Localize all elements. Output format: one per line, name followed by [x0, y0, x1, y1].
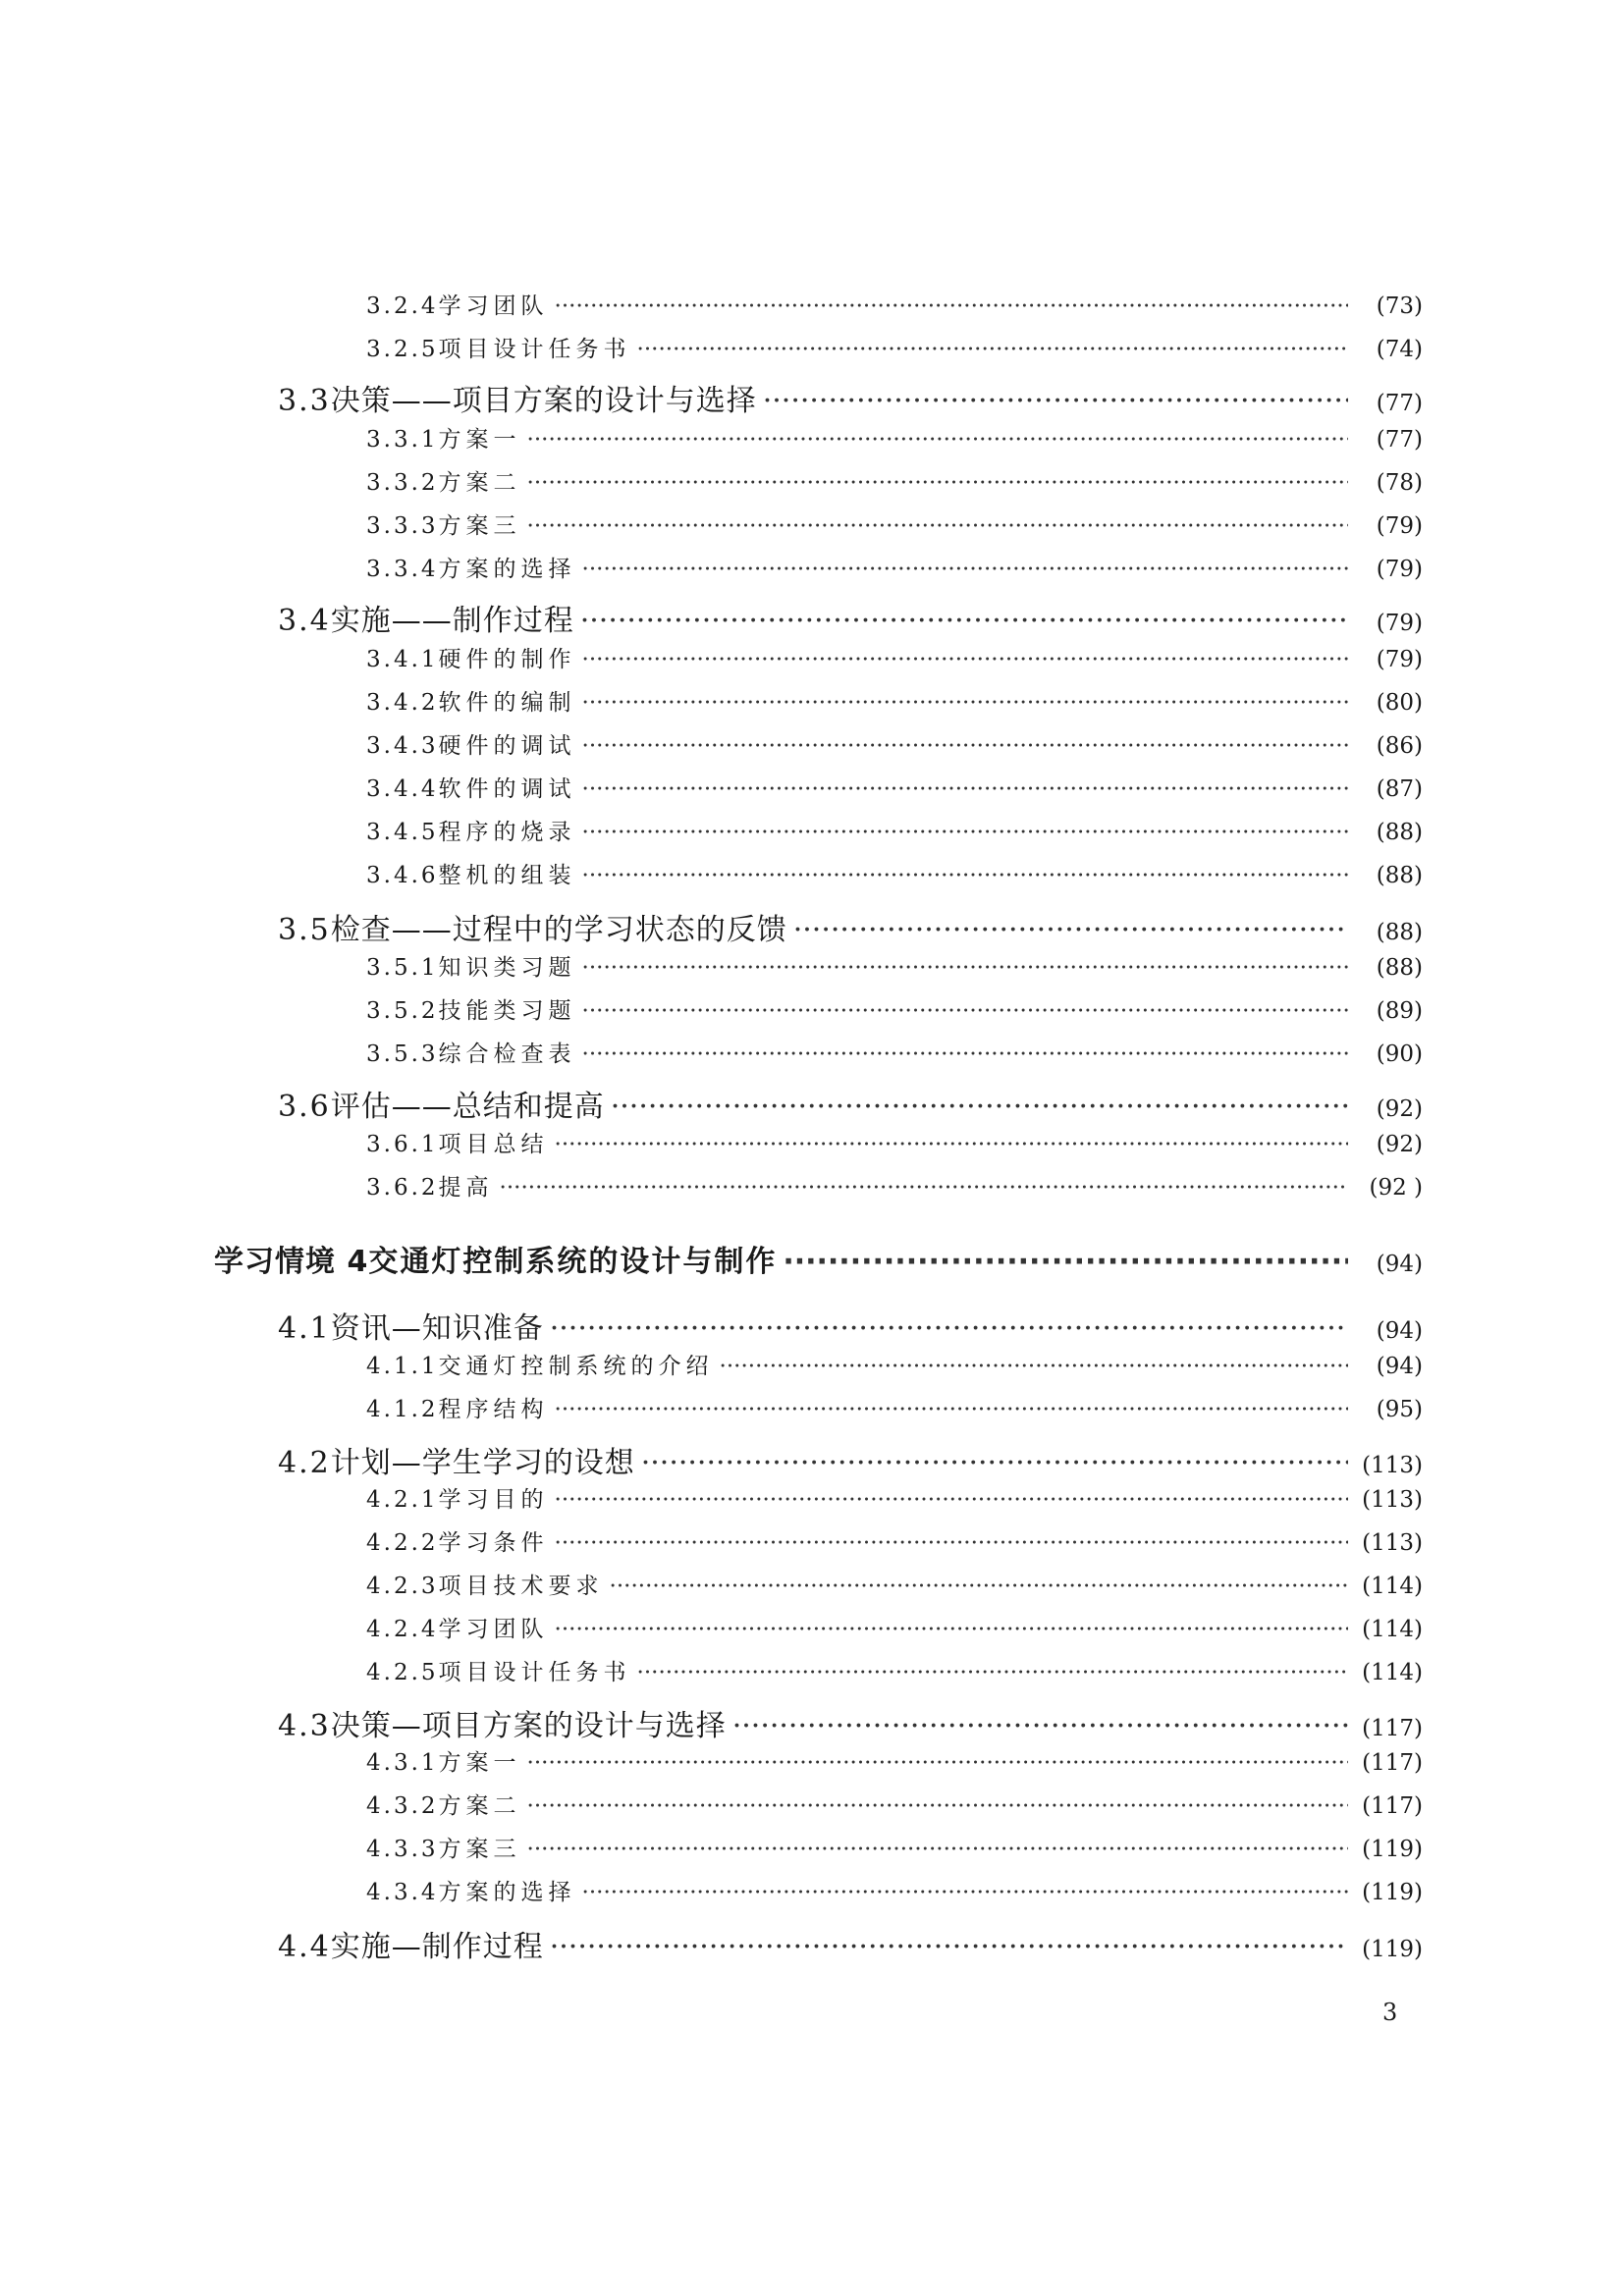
toc-entry-page: (114) — [1362, 1574, 1423, 1599]
toc-entry-title: 计划—学生学习的设想 — [330, 1446, 635, 1480]
toc-entry-title: 交通灯控制系统的设计与制作 — [368, 1245, 778, 1279]
toc-entry-title: 资讯—知识准备 — [330, 1311, 544, 1346]
toc-entry-page: (77) — [1376, 391, 1423, 416]
toc-entry-title: 学习条件 — [438, 1530, 549, 1556]
toc-entry-number: 3.5 — [278, 913, 331, 947]
dot-leader — [763, 384, 1348, 418]
toc-entry-title: 硬件的制作 — [438, 647, 576, 672]
toc-entry-title: 学习团队 — [438, 1617, 549, 1642]
toc-entry-number: 4.2 — [278, 1446, 331, 1480]
toc-entry-number: 3.4.5 — [366, 820, 439, 845]
toc-entry-title: 方案二 — [438, 470, 521, 496]
toc-entry-page: (78) — [1376, 470, 1423, 496]
toc-subsection — [0, 1126, 1623, 1158]
toc-entry-title: 实施——制作过程 — [330, 604, 574, 638]
toc-entry-page: (94) — [1376, 1354, 1423, 1379]
dot-leader — [555, 294, 1348, 319]
toc-entry-title: 评估——总结和提高 — [330, 1090, 605, 1124]
dot-leader — [637, 337, 1348, 362]
toc-entry-page: (79) — [1376, 513, 1423, 539]
toc-entry-number: 4.3 — [278, 1709, 331, 1743]
toc-entry-number: 3.4.3 — [366, 733, 439, 759]
toc-entry-page: (86) — [1376, 733, 1423, 759]
toc-subsection — [0, 1391, 1623, 1423]
toc-entry-page: (87) — [1376, 776, 1423, 802]
toc-entry-title: 软件的编制 — [438, 690, 576, 716]
toc-subsection — [0, 1036, 1623, 1068]
toc-subsection — [0, 1348, 1623, 1380]
toc-entry-page: (74) — [1376, 337, 1423, 362]
toc-entry-title: 交通灯控制系统的介绍 — [438, 1354, 714, 1379]
toc-entry-title: 决策—项目方案的设计与选择 — [330, 1709, 727, 1743]
toc-entry-page: (94) — [1376, 1318, 1423, 1344]
dot-leader — [611, 1090, 1348, 1124]
toc-subsection — [0, 421, 1623, 454]
toc-entry-title: 方案的选择 — [438, 1880, 576, 1905]
toc-entry-page: (92) — [1376, 1132, 1423, 1157]
toc-entry-page: (89) — [1376, 998, 1423, 1024]
dot-leader — [610, 1574, 1348, 1599]
dot-leader — [555, 1530, 1348, 1556]
toc-entry-number: 3.3.1 — [366, 427, 439, 453]
toc-entry-number: 4.3.3 — [366, 1837, 439, 1862]
toc-entry-page: (79) — [1376, 611, 1423, 636]
toc-entry-number: 3.3.3 — [366, 513, 439, 539]
dot-leader — [582, 820, 1348, 845]
toc-section — [0, 596, 1623, 639]
toc-subsection — [0, 992, 1623, 1025]
toc-section — [0, 1438, 1623, 1481]
toc-entry-title: 知识类习题 — [438, 955, 576, 981]
toc-entry-title: 方案一 — [438, 1750, 521, 1776]
dot-leader — [582, 690, 1348, 716]
toc-entry-title: 学习目的 — [438, 1487, 549, 1513]
toc-subsection — [0, 641, 1623, 673]
toc-entry-page: (119) — [1362, 1837, 1423, 1862]
dot-leader — [582, 776, 1348, 802]
toc-entry-page: (92 ) — [1369, 1175, 1423, 1201]
toc-subsection — [0, 1524, 1623, 1557]
toc-entry-number: 学习情境 4 — [214, 1245, 369, 1279]
dot-leader — [732, 1709, 1348, 1743]
dot-leader — [580, 604, 1348, 638]
toc-entry-title: 方案三 — [438, 513, 521, 539]
toc-entry-page: (113) — [1362, 1487, 1423, 1513]
toc-entry-page: (79) — [1376, 647, 1423, 672]
toc-entry-number: 3.3 — [278, 384, 331, 418]
dot-leader — [527, 470, 1348, 496]
toc-entry-number: 3.2.4 — [366, 294, 439, 319]
dot-leader — [555, 1132, 1348, 1157]
toc-entry-title: 硬件的调试 — [438, 733, 576, 759]
toc-entry-title: 检查——过程中的学习状态的反馈 — [330, 913, 787, 947]
toc-entry-title: 项目技术要求 — [438, 1574, 604, 1599]
toc-entry-title: 方案一 — [438, 427, 521, 453]
toc-subsection — [0, 949, 1623, 982]
toc-entry-title: 整机的组装 — [438, 863, 576, 888]
dot-leader — [720, 1354, 1348, 1379]
dot-leader — [582, 863, 1348, 888]
toc-entry-title: 方案三 — [438, 1837, 521, 1862]
toc-entry-page: (113) — [1362, 1453, 1423, 1478]
toc-subsection — [0, 684, 1623, 717]
dot-leader — [582, 733, 1348, 759]
toc-subsection — [0, 1568, 1623, 1600]
toc-section — [0, 376, 1623, 419]
toc-entry-number: 3.4.4 — [366, 776, 439, 802]
toc-subsection — [0, 464, 1623, 497]
toc-section — [0, 1701, 1623, 1744]
toc-entry-number: 3.5.1 — [366, 955, 439, 981]
toc-chapter — [0, 1237, 1623, 1280]
toc-subsection — [0, 1744, 1623, 1777]
dot-leader — [637, 1660, 1348, 1685]
dot-leader — [527, 427, 1348, 453]
toc-entry-number: 3.6.1 — [366, 1132, 439, 1157]
toc-entry-page: (119) — [1362, 1937, 1423, 1962]
toc-subsection — [0, 1831, 1623, 1863]
dot-leader — [582, 647, 1348, 672]
toc-entry-title: 综合检查表 — [438, 1041, 576, 1067]
toc-entry-number: 3.3.2 — [366, 470, 439, 496]
toc-entry-page: (117) — [1362, 1750, 1423, 1776]
toc-subsection — [0, 1874, 1623, 1906]
toc-subsection — [0, 814, 1623, 846]
toc-entry-page: (80) — [1376, 690, 1423, 716]
dot-leader — [783, 1245, 1348, 1279]
toc-entry-title: 方案的选择 — [438, 557, 576, 582]
toc-entry-page: (114) — [1362, 1660, 1423, 1685]
toc-entry-number: 4.1.1 — [366, 1354, 439, 1379]
toc-entry-page: (73) — [1376, 294, 1423, 319]
toc-entry-number: 3.6 — [278, 1090, 331, 1124]
toc-entry-page: (119) — [1362, 1880, 1423, 1905]
toc-entry-title: 方案二 — [438, 1793, 521, 1819]
toc-entry-page: (117) — [1362, 1793, 1423, 1819]
toc-section — [0, 1082, 1623, 1125]
toc-entry-number: 3.3.4 — [366, 557, 439, 582]
dot-leader — [582, 557, 1348, 582]
toc-entry-number: 4.4 — [278, 1930, 331, 1964]
toc-subsection — [0, 1654, 1623, 1686]
toc-entry-page: (114) — [1362, 1617, 1423, 1642]
toc-entry-number: 4.3.4 — [366, 1880, 439, 1905]
toc-entry-number: 4.2.3 — [366, 1574, 439, 1599]
toc-entry-page: (117) — [1362, 1716, 1423, 1741]
toc-entry-number: 4.3.2 — [366, 1793, 439, 1819]
toc-section — [0, 1922, 1623, 1965]
toc-entry-number: 3.4.1 — [366, 647, 439, 672]
dot-leader — [555, 1617, 1348, 1642]
dot-leader — [527, 1837, 1348, 1862]
toc-subsection — [0, 1611, 1623, 1643]
dot-leader — [527, 1750, 1348, 1776]
dot-leader — [641, 1446, 1348, 1480]
toc-entry-page: (88) — [1376, 955, 1423, 981]
toc-subsection — [0, 1169, 1623, 1201]
toc-entry-number: 4.3.1 — [366, 1750, 439, 1776]
dot-leader — [550, 1311, 1348, 1346]
toc-entry-page: (90) — [1376, 1041, 1423, 1067]
toc-entry-page: (88) — [1376, 863, 1423, 888]
toc-entry-title: 学习团队 — [438, 294, 549, 319]
toc-entry-number: 4.1 — [278, 1311, 331, 1346]
toc-entry-number: 3.4.2 — [366, 690, 439, 716]
toc-entry-title: 程序的烧录 — [438, 820, 576, 845]
toc-entry-number: 4.1.2 — [366, 1397, 439, 1422]
toc-subsection — [0, 1788, 1623, 1820]
toc-entry-number: 3.6.2 — [366, 1175, 439, 1201]
dot-leader — [555, 1397, 1348, 1422]
toc-entry-number: 3.2.5 — [366, 337, 439, 362]
dot-leader — [527, 513, 1348, 539]
page-number: 3 — [1382, 1999, 1398, 2026]
toc-subsection — [0, 331, 1623, 363]
toc-entry-number: 3.4.6 — [366, 863, 439, 888]
toc-section — [0, 905, 1623, 948]
toc-entry-page: (95) — [1376, 1397, 1423, 1422]
toc-section — [0, 1304, 1623, 1347]
toc-entry-number: 4.2.1 — [366, 1487, 439, 1513]
toc-subsection — [0, 1481, 1623, 1514]
toc-entry-title: 项目设计任务书 — [438, 337, 631, 362]
dot-leader — [582, 955, 1348, 981]
dot-leader — [550, 1930, 1348, 1964]
toc-entry-title: 项目设计任务书 — [438, 1660, 631, 1685]
toc-entry-number: 4.2.4 — [366, 1617, 439, 1642]
toc-subsection — [0, 857, 1623, 889]
toc-subsection — [0, 551, 1623, 583]
toc-entry-number: 4.2.2 — [366, 1530, 439, 1556]
toc-entry-page: (113) — [1362, 1530, 1423, 1556]
toc-entry-page: (94) — [1376, 1252, 1423, 1277]
toc-entry-title: 项目总结 — [438, 1132, 549, 1157]
toc-entry-title: 技能类习题 — [438, 998, 576, 1024]
dot-leader — [555, 1487, 1348, 1513]
toc-subsection — [0, 771, 1623, 803]
dot-leader — [582, 1041, 1348, 1067]
toc-entry-title: 实施—制作过程 — [330, 1930, 544, 1964]
toc-entry-page: (77) — [1376, 427, 1423, 453]
dot-leader — [582, 998, 1348, 1024]
toc-entry-page: (88) — [1376, 820, 1423, 845]
toc-entry-title: 提高 — [438, 1175, 494, 1201]
toc-entry-page: (88) — [1376, 920, 1423, 945]
toc-entry-number: 4.2.5 — [366, 1660, 439, 1685]
dot-leader — [527, 1793, 1348, 1819]
toc-subsection — [0, 727, 1623, 760]
toc-entry-number: 3.5.3 — [366, 1041, 439, 1067]
toc-entry-page: (92) — [1376, 1096, 1423, 1122]
toc-entry-title: 软件的调试 — [438, 776, 576, 802]
toc-entry-number: 3.5.2 — [366, 998, 439, 1024]
toc-entry-title: 决策——项目方案的设计与选择 — [330, 384, 757, 418]
toc-subsection — [0, 507, 1623, 540]
toc-entry-page: (79) — [1376, 557, 1423, 582]
dot-leader — [582, 1880, 1348, 1905]
toc-entry-title: 程序结构 — [438, 1397, 549, 1422]
toc-subsection — [0, 288, 1623, 320]
dot-leader — [500, 1175, 1348, 1201]
toc-entry-number: 3.4 — [278, 604, 331, 638]
dot-leader — [793, 913, 1348, 947]
